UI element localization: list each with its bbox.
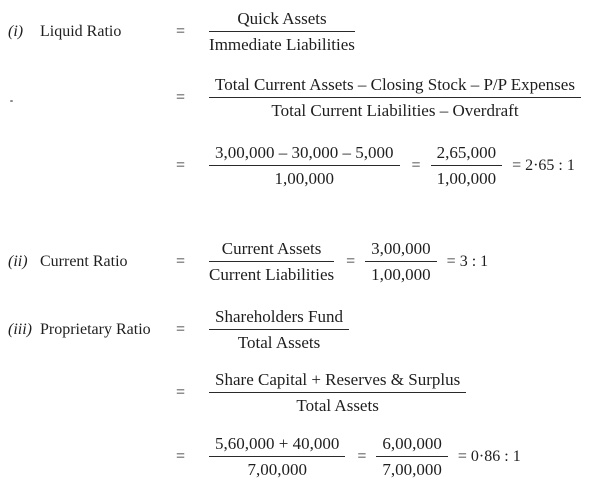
fraction: [376, 433, 448, 481]
formula-line-liquid-ratio-numeric: [8, 142, 575, 190]
ratio-result: = 0·86 : 1: [457, 447, 521, 465]
equals-sign: =: [346, 252, 356, 270]
fraction-denominator: Total Assets: [237, 333, 321, 353]
fraction-numerator: Shareholders Fund: [209, 306, 349, 330]
item-index: (i): [8, 22, 24, 40]
formula-line-proprietary-ratio-def: [8, 306, 349, 354]
fraction-denominator: Total Assets: [296, 396, 379, 416]
formula-line-current-ratio: [8, 238, 488, 286]
fraction: [209, 142, 400, 190]
ratio-name: Liquid Ratio: [40, 22, 122, 40]
fraction: [209, 433, 345, 481]
fraction-numerator: 5,60,000 + 40,000: [209, 433, 345, 457]
fraction: [209, 74, 581, 122]
formula-line-proprietary-ratio-expanded: [8, 369, 466, 417]
fraction-denominator: 7,00,000: [247, 460, 307, 480]
fraction: [209, 238, 334, 286]
ratio-result: = 3 : 1: [446, 252, 489, 270]
fraction-denominator: 7,00,000: [382, 460, 442, 480]
ratio-name: Proprietary Ratio: [40, 320, 151, 338]
equals-sign: =: [357, 447, 367, 465]
equals-sign: =: [176, 22, 186, 40]
fraction-denominator: 1,00,000: [371, 265, 431, 285]
fraction-numerator: 6,00,000: [376, 433, 448, 457]
fraction-numerator: Share Capital + Reserves & Surplus: [209, 369, 466, 393]
equals-sign: =: [176, 383, 186, 401]
formula-line-liquid-ratio-def: [8, 8, 355, 56]
fraction-denominator: Immediate Liabilities: [209, 35, 355, 55]
equals-sign: =: [176, 156, 186, 174]
fraction-numerator: 2,65,000: [431, 142, 503, 166]
fraction: [209, 8, 355, 56]
fraction-numerator: Quick Assets: [209, 8, 355, 32]
equals-sign: =: [176, 88, 186, 106]
ratio-result: = 2·65 : 1: [512, 156, 575, 174]
fraction: [209, 306, 349, 354]
formula-line-proprietary-ratio-numeric: [8, 433, 521, 481]
ratio-label-cell: [8, 23, 176, 41]
equals-sign: =: [176, 252, 186, 270]
item-index: (ii): [8, 252, 28, 270]
item-index: (iii): [8, 320, 32, 338]
ratio-label-cell: [8, 253, 176, 271]
fraction: [209, 369, 466, 417]
fraction-denominator: 1,00,000: [274, 169, 335, 189]
ratio-name: Current Ratio: [40, 252, 128, 270]
equals-sign: =: [411, 156, 421, 174]
fraction-denominator: Current Liabilities: [209, 265, 335, 285]
fraction: [365, 238, 437, 286]
formula-line-liquid-ratio-expanded: [8, 74, 581, 122]
fraction: [431, 142, 503, 190]
equals-sign: =: [176, 447, 186, 465]
fraction-numerator: Total Current Assets – Closing Stock – P/P Expenses: [209, 74, 581, 98]
equals-sign: =: [176, 320, 186, 338]
fraction-numerator: Current Assets: [209, 238, 334, 262]
fraction-numerator: 3,00,000 – 30,000 – 5,000: [209, 142, 400, 166]
fraction-numerator: 3,00,000: [365, 238, 437, 262]
ratio-label-cell: [8, 321, 176, 339]
fraction-denominator: Total Current Liabilities – Overdraft: [271, 101, 519, 121]
fraction-denominator: 1,00,000: [436, 169, 497, 189]
